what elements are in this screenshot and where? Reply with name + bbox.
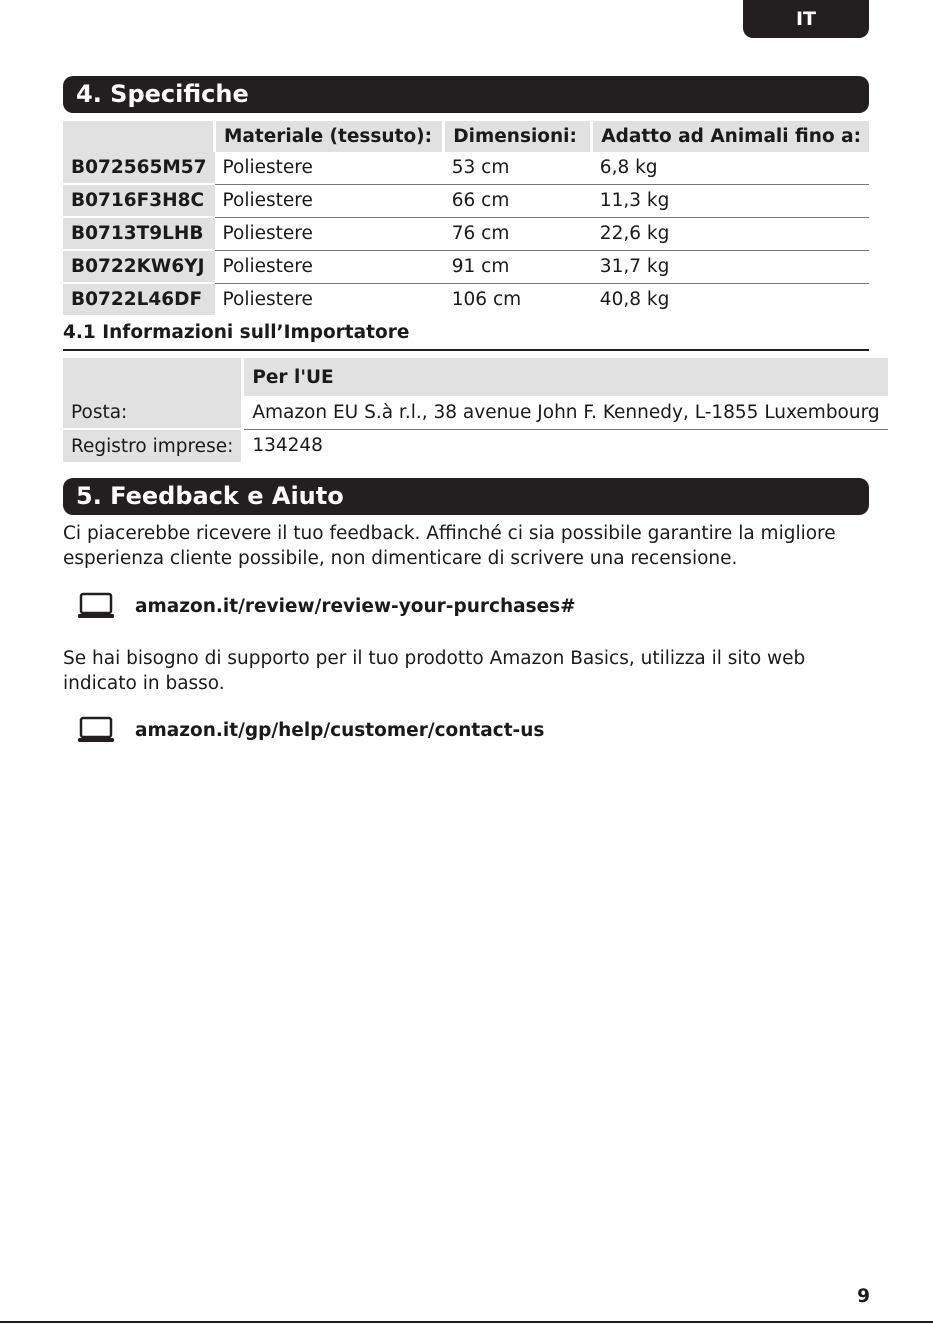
table-row <box>63 184 869 217</box>
table-row <box>63 250 869 283</box>
table-cell: 76 cm <box>444 217 592 250</box>
table-cell: 91 cm <box>444 250 592 283</box>
table-cell: Poliestere <box>215 152 444 184</box>
table-cell: Poliestere <box>215 217 444 250</box>
table-cell: Poliestere <box>215 250 444 283</box>
table-row <box>63 283 869 315</box>
sku-cell: B0722L46DF <box>63 283 215 315</box>
page-number: 9 <box>857 1286 870 1307</box>
table-cell: 106 cm <box>451 288 522 310</box>
table-row <box>63 152 869 184</box>
table-header-cell: Per l'UE <box>243 358 888 396</box>
section-5-title: 5. Feedback e Aiuto <box>63 478 869 515</box>
contact-link[interactable]: amazon.it/gp/help/customer/contact-us <box>135 719 545 741</box>
support-paragraph: Se hai bisogno di supporto per il tuo prodotto Amazon Basics, utilizza il sito web indicato in basso. <box>63 648 806 694</box>
table-header-cell: Materiale (tessuto): <box>215 121 444 152</box>
table-header-cell <box>63 121 215 152</box>
table-cell: Amazon EU S.à r.l., 38 avenue John F. Kennedy, L-1855 Luxembourg <box>243 396 888 429</box>
table-cell: 6,8 kg <box>592 152 869 184</box>
table-cell: 134248 <box>252 435 323 457</box>
table-header-cell <box>63 358 243 396</box>
laptop-icon <box>78 716 114 744</box>
table-cell: Poliestere <box>222 288 313 310</box>
table-cell: 40,8 kg <box>599 288 670 310</box>
row-label: Registro imprese: <box>63 429 243 462</box>
sku-cell: B0722KW6YJ <box>63 250 215 283</box>
review-link[interactable]: amazon.it/review/review-your-purchases# <box>135 595 576 617</box>
table-cell: 22,6 kg <box>592 217 869 250</box>
sku-cell: B0713T9LHB <box>63 217 215 250</box>
sku-cell: B0716F3H8C <box>63 184 215 217</box>
table-header-cell: Adatto ad Animali fino a: <box>592 121 869 152</box>
row-label: Posta: <box>63 396 243 429</box>
table-cell: 66 cm <box>444 184 592 217</box>
review-link-row[interactable] <box>78 591 576 621</box>
table-cell: Poliestere <box>215 184 444 217</box>
table-header-row <box>63 358 888 396</box>
table-cell: 53 cm <box>444 152 592 184</box>
language-tab: IT <box>743 0 869 38</box>
table-row <box>63 396 888 429</box>
specifications-table <box>63 121 869 315</box>
table-cell: 11,3 kg <box>592 184 869 217</box>
table-cell: 31,7 kg <box>592 250 869 283</box>
table-header-row <box>63 121 869 152</box>
table-header-cell: Dimensioni: <box>444 121 592 152</box>
feedback-paragraph: Ci piacerebbe ricevere il tuo feedback. Affinché ci sia possibile garantire la migliore esperienza cliente possibile, non dimenticare di scrivere una recensione. <box>63 523 836 569</box>
sku-cell: B072565M57 <box>63 152 215 184</box>
table-row <box>63 429 888 462</box>
laptop-icon <box>78 592 114 620</box>
bottom-rule <box>0 1321 933 1323</box>
table-row <box>63 217 869 250</box>
contact-link-row[interactable] <box>78 715 544 745</box>
importer-heading: 4.1 Informazioni sull’Importatore <box>63 322 869 351</box>
section-4-title: 4. Specifiche <box>63 76 869 113</box>
importer-table <box>63 358 888 462</box>
